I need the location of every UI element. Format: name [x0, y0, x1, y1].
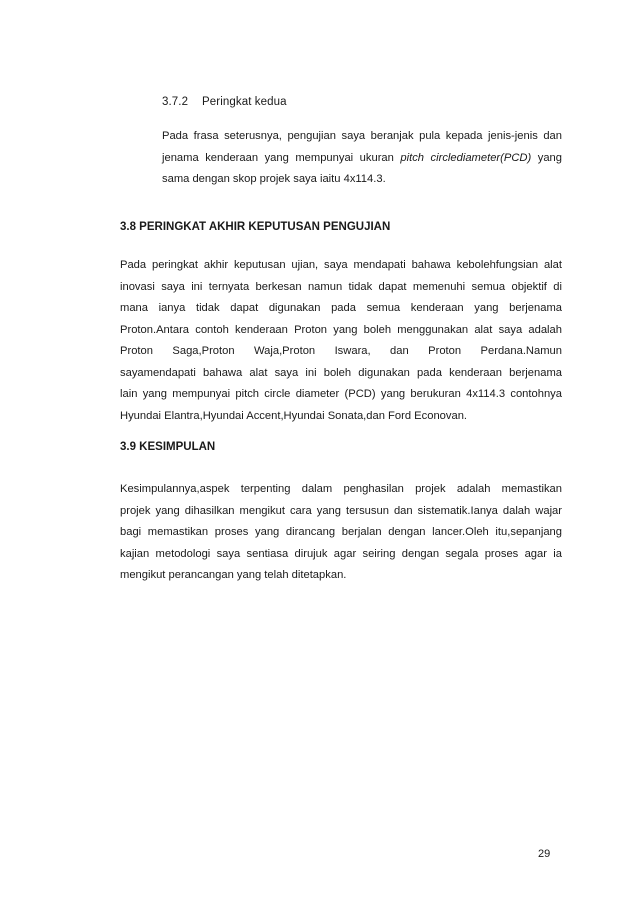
- paragraph-line: Kesimpulannya,aspek terpenting dalam penghasilan projek adalah memastikan: [120, 483, 562, 495]
- paragraph-line: mengikut perancangan yang telah ditetapkan.: [120, 569, 347, 581]
- paragraph-3-9: [120, 479, 562, 587]
- paragraph-line: sayamendapati bahawa alat saya ini boleh digunakan pada kenderaan berjenama: [120, 366, 562, 379]
- paragraph-line: mana ianya tidak dapat digunakan pada semua kenderaan yang berjenama: [120, 302, 562, 314]
- paragraph-line: Proton Saga,Proton Waja,Proton Iswara, dan Proton Perdana.Namun: [120, 345, 562, 357]
- paragraph-line: inovasi saya ini ternyata berkesan namun tidak dapat memenuhi semua objektif di: [120, 280, 562, 293]
- paragraph-line: Proton.Antara contoh kenderaan Proton yang boleh menggunakan alat saya adalah: [120, 323, 562, 336]
- subsection-number: 3.7.2: [162, 96, 189, 108]
- section-heading-3-9: 3.9 KESIMPULAN: [120, 441, 216, 453]
- paragraph-3-7-2: [162, 126, 562, 191]
- paragraph-line: Hyundai Elantra,Hyundai Accent,Hyundai Sonata,dan Ford Econovan.: [120, 409, 468, 422]
- subsection-heading-3-7-2: [162, 96, 287, 108]
- paragraph-3-8: [120, 255, 562, 427]
- paragraph-line: Pada peringkat akhir keputusan ujian, saya mendapati bahawa kebolehfungsian alat: [120, 259, 562, 271]
- paragraph-line: kajian metodologi saya sentiasa dirujuk agar seiring dengan segala proses agar ia: [120, 547, 562, 560]
- paragraph-line: projek yang dihasilkan mengikut cara yang tersusun dan sistematik.Ianya dalah wajar: [120, 504, 562, 517]
- subsection-title: Peringkat kedua: [202, 96, 287, 108]
- paragraph-line: Pada frasa seterusnya, pengujian saya beranjak pula kepada jenis-jenis dan: [162, 130, 562, 142]
- paragraph-line: sama dengan skop projek saya iaitu 4x114.3.: [162, 173, 386, 185]
- paragraph-line: lain yang mempunyai pitch circle diameter (PCD) yang berukuran 4x114.3 contohnya: [120, 388, 562, 400]
- section-heading-3-8: 3.8 PERINGKAT AKHIR KEPUTUSAN PENGUJIAN: [120, 221, 391, 233]
- paragraph-line: jenama kenderaan yang mempunyai ukuran pitch circlediameter(PCD) yang: [162, 151, 562, 164]
- paragraph-line: bagi memastikan proses yang dirancang berjalan dengan lancer.Oleh itu,sepanjang: [120, 526, 562, 538]
- page-number: 29: [538, 848, 551, 860]
